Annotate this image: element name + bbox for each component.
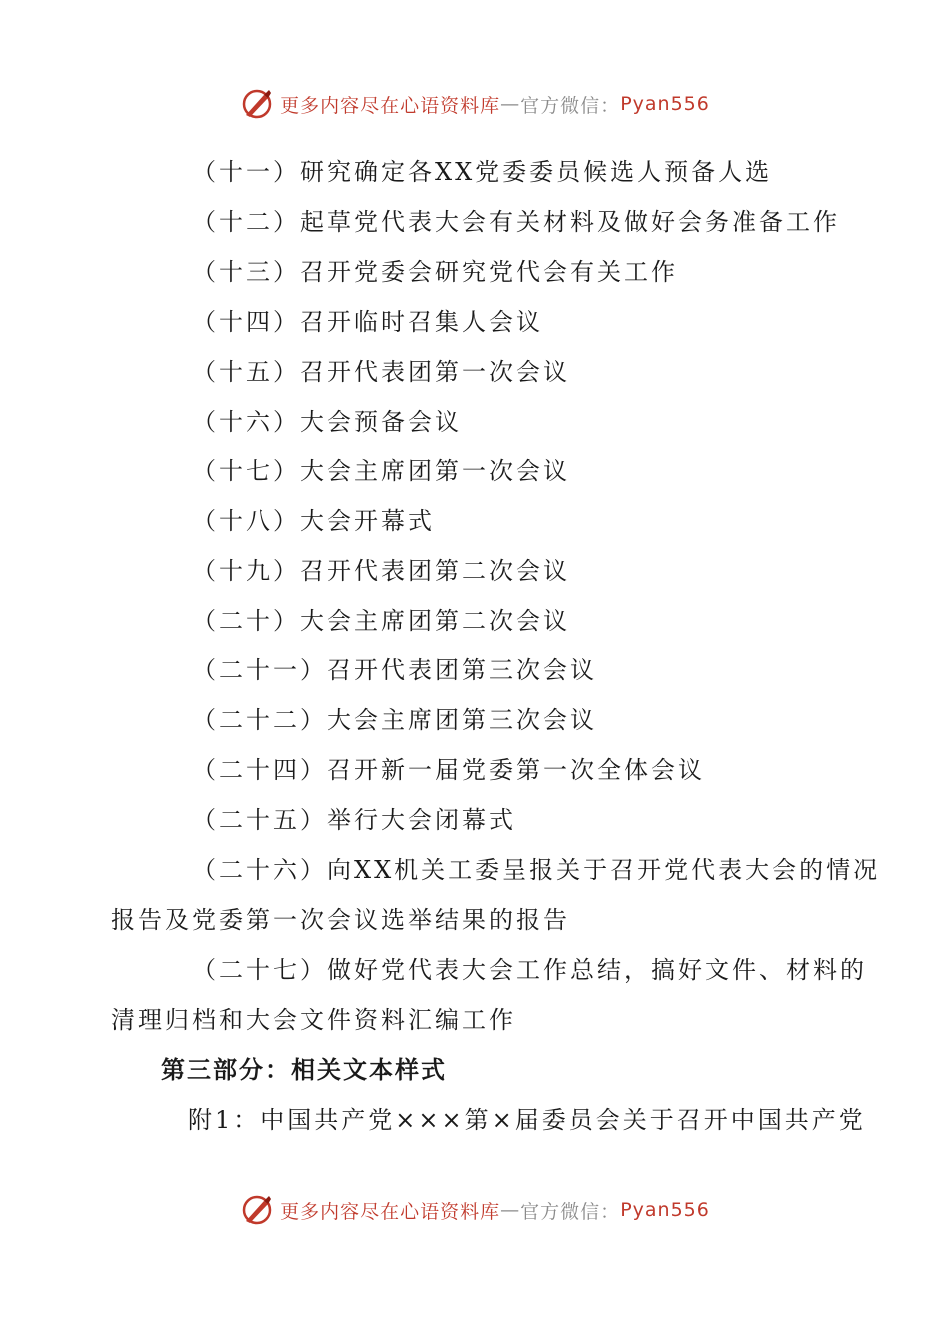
attachment-line: 附1：中国共产党×××第×届委员会关于召开中国共产党 [188,1106,866,1134]
list-item: （二十）大会主席团第二次会议 [192,607,570,635]
list-item-continuation: 报告及党委第一次会议选举结果的报告 [111,906,570,934]
list-item: （十九）召开代表团第二次会议 [192,557,570,585]
list-item: （十六）大会预备会议 [192,408,462,436]
list-item: （二十七）做好党代表大会工作总结，搞好文件、材料的 [192,956,867,984]
watermark-wechat: Pyan556 [620,1199,710,1221]
list-item: （十八）大会开幕式 [192,507,435,535]
list-item: （二十六）向XX机关工委呈报关于召开党代表大会的情况 [192,856,881,884]
list-item: （二十二）大会主席团第三次会议 [192,706,597,734]
list-item: （十三）召开党委会研究党代会有关工作 [192,258,678,286]
watermark-prefix: 更多内容尽在心语资料库 [280,1200,501,1223]
watermark-dash: — [500,93,521,115]
list-item: （二十四）召开新一届党委第一次全体会议 [192,756,705,784]
watermark-label: 官方微信： [520,1200,621,1223]
list-item: （二十五）举行大会闭幕式 [192,806,516,834]
watermark-prefix: 更多内容尽在心语资料库 [280,94,501,117]
watermark-banner-bottom [0,1190,950,1230]
list-item: （二十一）召开代表团第三次会议 [192,656,597,684]
list-item: （十一）研究确定各XX党委委员候选人预备人选 [192,158,773,186]
list-item: （十五）召开代表团第一次会议 [192,358,570,386]
watermark-dash: — [500,1199,521,1221]
watermark-banner-top [0,84,950,124]
list-item: （十四）召开临时召集人会议 [192,308,543,336]
watermark-label: 官方微信： [520,94,621,117]
pen-logo-icon [240,1193,274,1227]
list-item: （十七）大会主席团第一次会议 [192,457,570,485]
list-item: （十二）起草党代表大会有关材料及做好会务准备工作 [192,208,840,236]
watermark-wechat: Pyan556 [620,93,710,115]
pen-logo-icon [240,87,274,121]
list-item-continuation: 清理归档和大会文件资料汇编工作 [111,1006,516,1034]
section-heading: 第三部分：相关文本样式 [161,1056,447,1084]
